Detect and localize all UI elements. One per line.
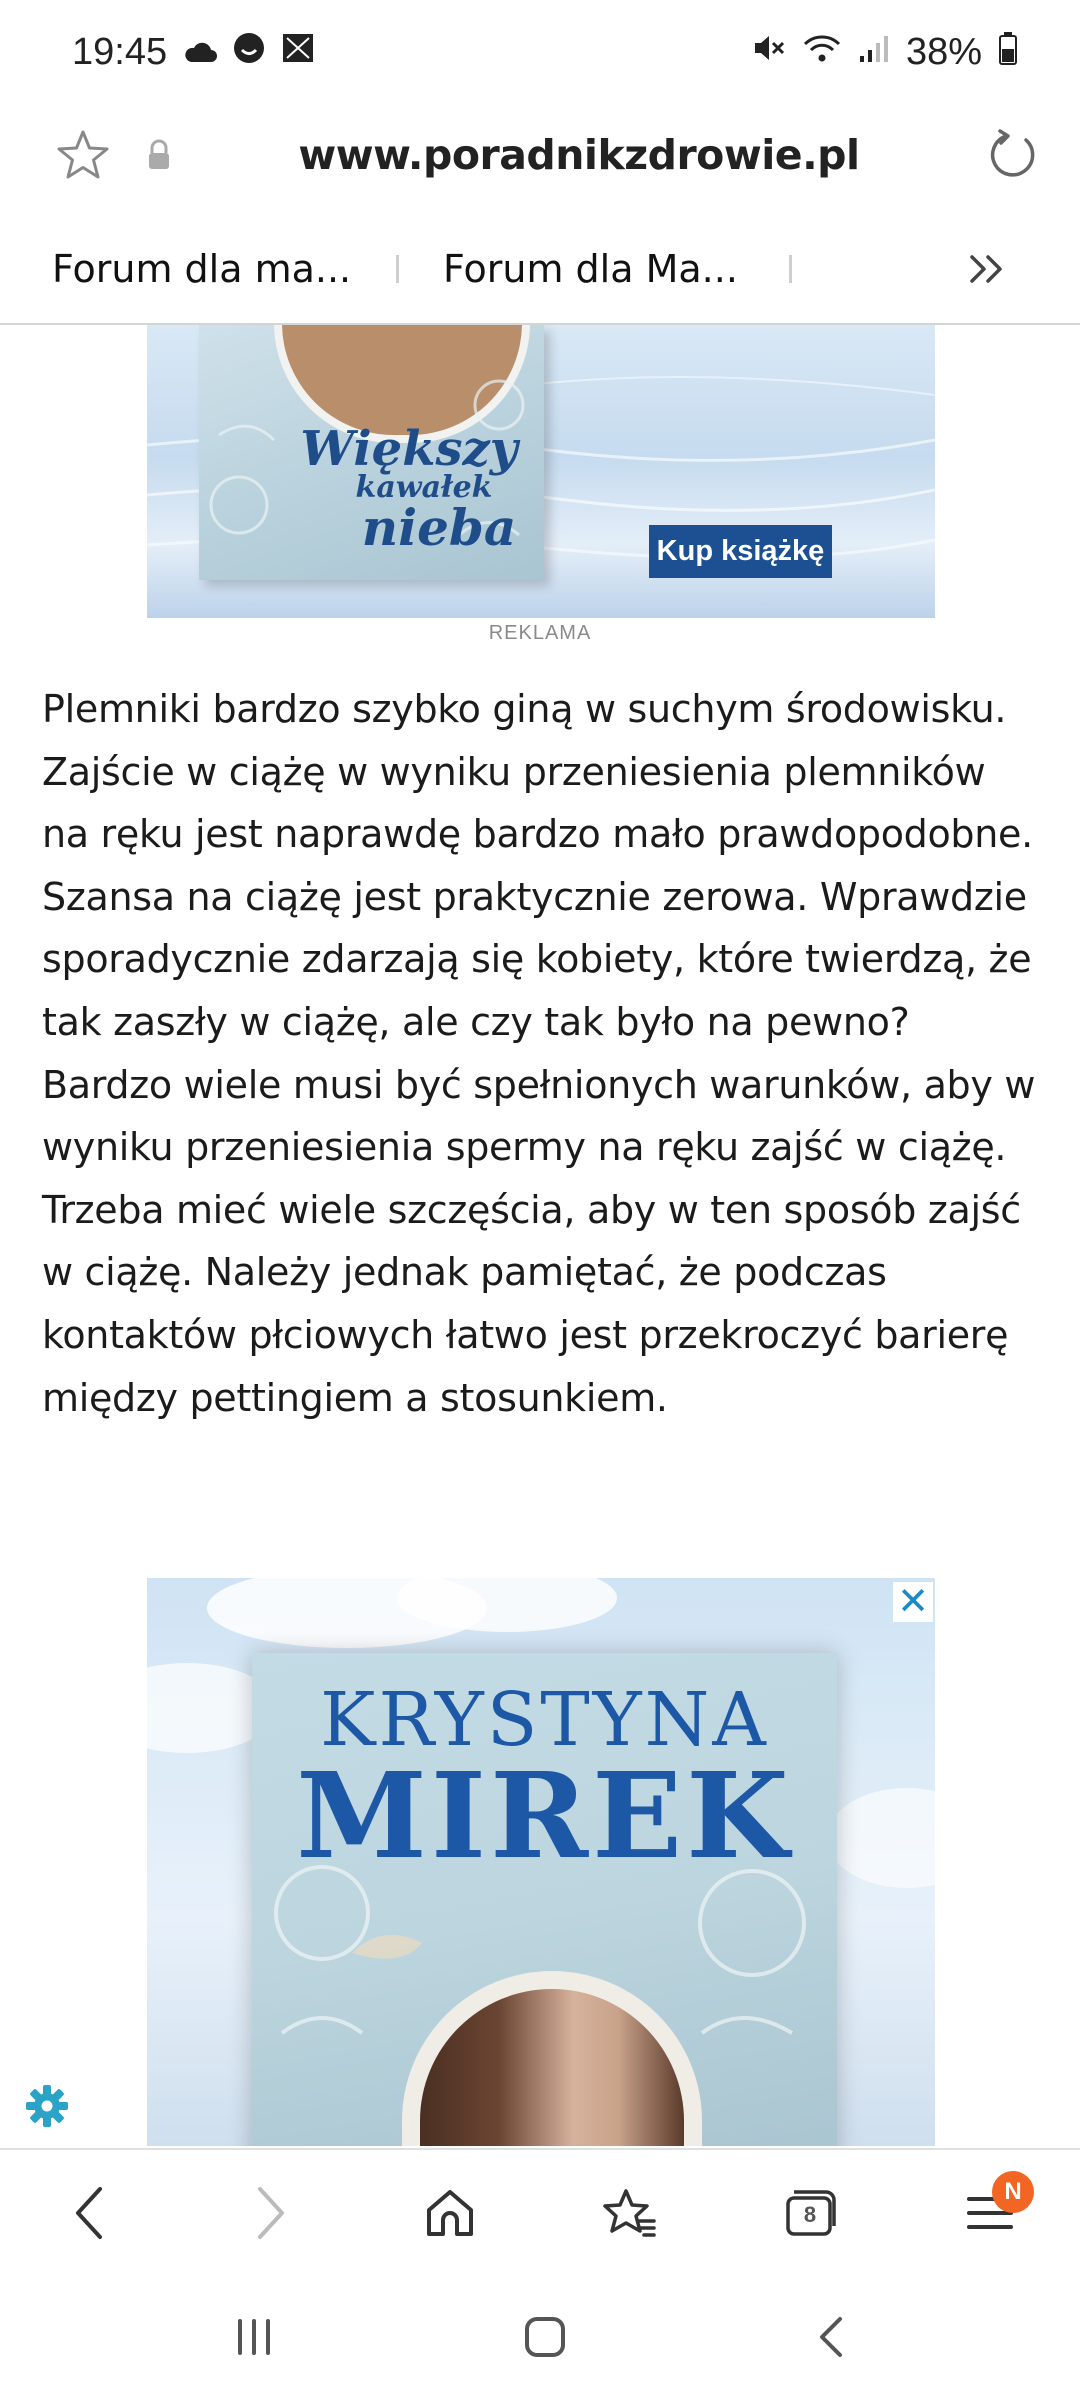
menu-badge: N xyxy=(992,2171,1034,2213)
author-last-name: MIREK xyxy=(296,1746,793,1885)
system-back-icon[interactable] xyxy=(816,2315,846,2359)
menu-icon[interactable] xyxy=(940,2163,1040,2263)
status-time: 19:45 xyxy=(72,31,168,73)
bookmarks-icon[interactable] xyxy=(580,2163,680,2263)
face-icon xyxy=(233,31,265,74)
book-title-line: kawałek xyxy=(355,470,493,505)
ad-banner-bottom[interactable] xyxy=(147,1578,935,2146)
book-cover xyxy=(252,1653,837,2146)
back-icon[interactable] xyxy=(40,2163,140,2263)
tab-item-1[interactable]: Forum dla ma... xyxy=(52,247,352,291)
tabs-row xyxy=(0,215,1080,325)
cloud-icon xyxy=(183,31,217,74)
book-title-line: Większy xyxy=(300,421,518,477)
home-button-icon[interactable] xyxy=(523,2315,567,2359)
tab-item-2[interactable]: Forum dla Ma... xyxy=(443,247,738,291)
url-bar xyxy=(0,105,1080,205)
browser-bottom-nav xyxy=(0,2148,1080,2276)
reload-icon[interactable] xyxy=(986,128,1040,182)
battery-text: 38% xyxy=(905,31,982,73)
tabs-icon[interactable] xyxy=(760,2163,860,2263)
book-title xyxy=(294,421,524,557)
recent-apps-icon[interactable] xyxy=(234,2317,274,2357)
gear-icon[interactable] xyxy=(24,2083,70,2129)
battery-icon xyxy=(998,31,1018,75)
lock-icon xyxy=(146,139,172,171)
status-right xyxy=(752,31,1018,75)
author-first-name: KRYSTYNA xyxy=(320,1677,769,1763)
ad-banner-top[interactable] xyxy=(147,325,935,618)
portrait-face xyxy=(420,1989,684,2146)
url-text[interactable]: www.poradnikzdrowie.pl xyxy=(298,131,860,179)
status-bar xyxy=(0,0,1080,105)
book-author xyxy=(252,1677,837,1885)
star-icon[interactable] xyxy=(56,129,110,181)
home-icon[interactable] xyxy=(400,2163,500,2263)
ad-close-button[interactable]: ✕ xyxy=(893,1582,933,1622)
mute-icon xyxy=(752,31,786,74)
signal-icon xyxy=(858,31,890,74)
buy-book-button[interactable]: Kup książkę xyxy=(649,525,832,578)
double-chevron-icon[interactable] xyxy=(968,253,1006,285)
wifi-icon xyxy=(802,31,842,74)
book-cover xyxy=(199,325,544,580)
book-title-line: nieba xyxy=(361,498,517,557)
ad-label: REKLAMA xyxy=(488,622,592,644)
system-nav-bar xyxy=(0,2274,1080,2400)
status-left xyxy=(72,31,315,74)
tab-count: 8 xyxy=(803,2202,817,2227)
gallery-icon xyxy=(281,31,315,74)
tab-separator xyxy=(789,255,792,283)
article-paragraph: Plemniki bardzo szybko giną w suchym środowisku. Zajście w ciążę w wyniku przeniesienia plemników na ręku jest naprawdę bardzo mało prawdopodobne. Szansa na ciążę jest praktycznie zerowa. Wprawdzie sporadycznie zdarzają się kobiety, które twierdzą, że tak zaszły w ciążę, ale czy tak było na pewno? Bardzo wiele musi być spełnionych warunków, aby w wyniku przeniesienia spermy na ręku zajść w ciążę. Trzeba mieć wiele szczęścia, aby w ten sposób zajść w ciążę. Należy jednak pamiętać, że podczas kontaktów płciowych łatwo jest przekroczyć barierę między pettingiem a stosunkiem. xyxy=(42,687,1036,1420)
forward-icon[interactable] xyxy=(220,2163,320,2263)
tab-separator xyxy=(396,255,399,283)
